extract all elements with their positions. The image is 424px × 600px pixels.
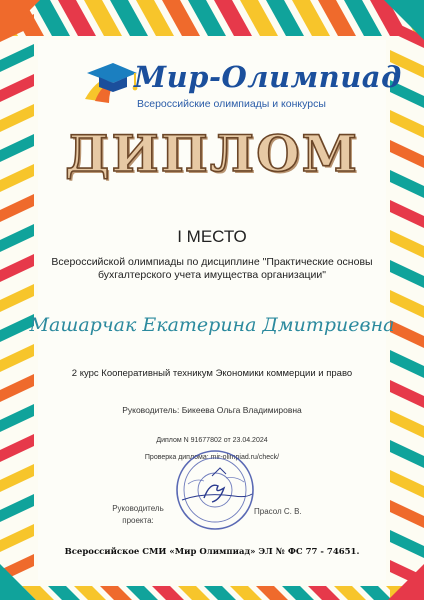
signature-name: Прасол С. В.	[254, 507, 302, 516]
discipline-text	[50, 256, 374, 282]
discipline-line-1: Всероссийской олимпиады по дисциплине "Практические основы	[51, 256, 373, 268]
official-stamp-icon	[174, 448, 256, 532]
signature-label	[112, 503, 164, 527]
supervisor-line: Руководитель: Бикеева Ольга Владимировна	[122, 405, 302, 415]
discipline-line-2: бухгалтерского учета имущества организации"	[97, 269, 327, 281]
signature-label-line-1: Руководитель	[112, 504, 164, 513]
diploma-check-link[interactable]: Проверка диплома: mir-olimpiad.ru/check/	[144, 454, 280, 461]
logo-subtitle: Всероссийские олимпиады и конкурсы	[137, 98, 326, 110]
graduation-cap-icon	[79, 59, 139, 105]
recipient-name: Машарчак Екатерина Дмитриевна	[29, 314, 395, 336]
footer-registration: Всероссийское СМИ «Мир Олимпиад» ЭЛ № ФС 77 - 74651.	[64, 547, 360, 557]
logo-title: Мир-Олимпиад	[134, 60, 402, 94]
diploma-number: Диплом N 91677802 от 23.04.2024	[156, 437, 268, 444]
course-institution: 2 курс Кооперативный техникум Экономики коммерции и право	[71, 368, 353, 379]
diploma-title: ДИПЛОМ	[64, 124, 360, 183]
signature-label-line-2: проекта:	[122, 516, 154, 525]
place-label: I МЕСТО	[177, 227, 247, 246]
